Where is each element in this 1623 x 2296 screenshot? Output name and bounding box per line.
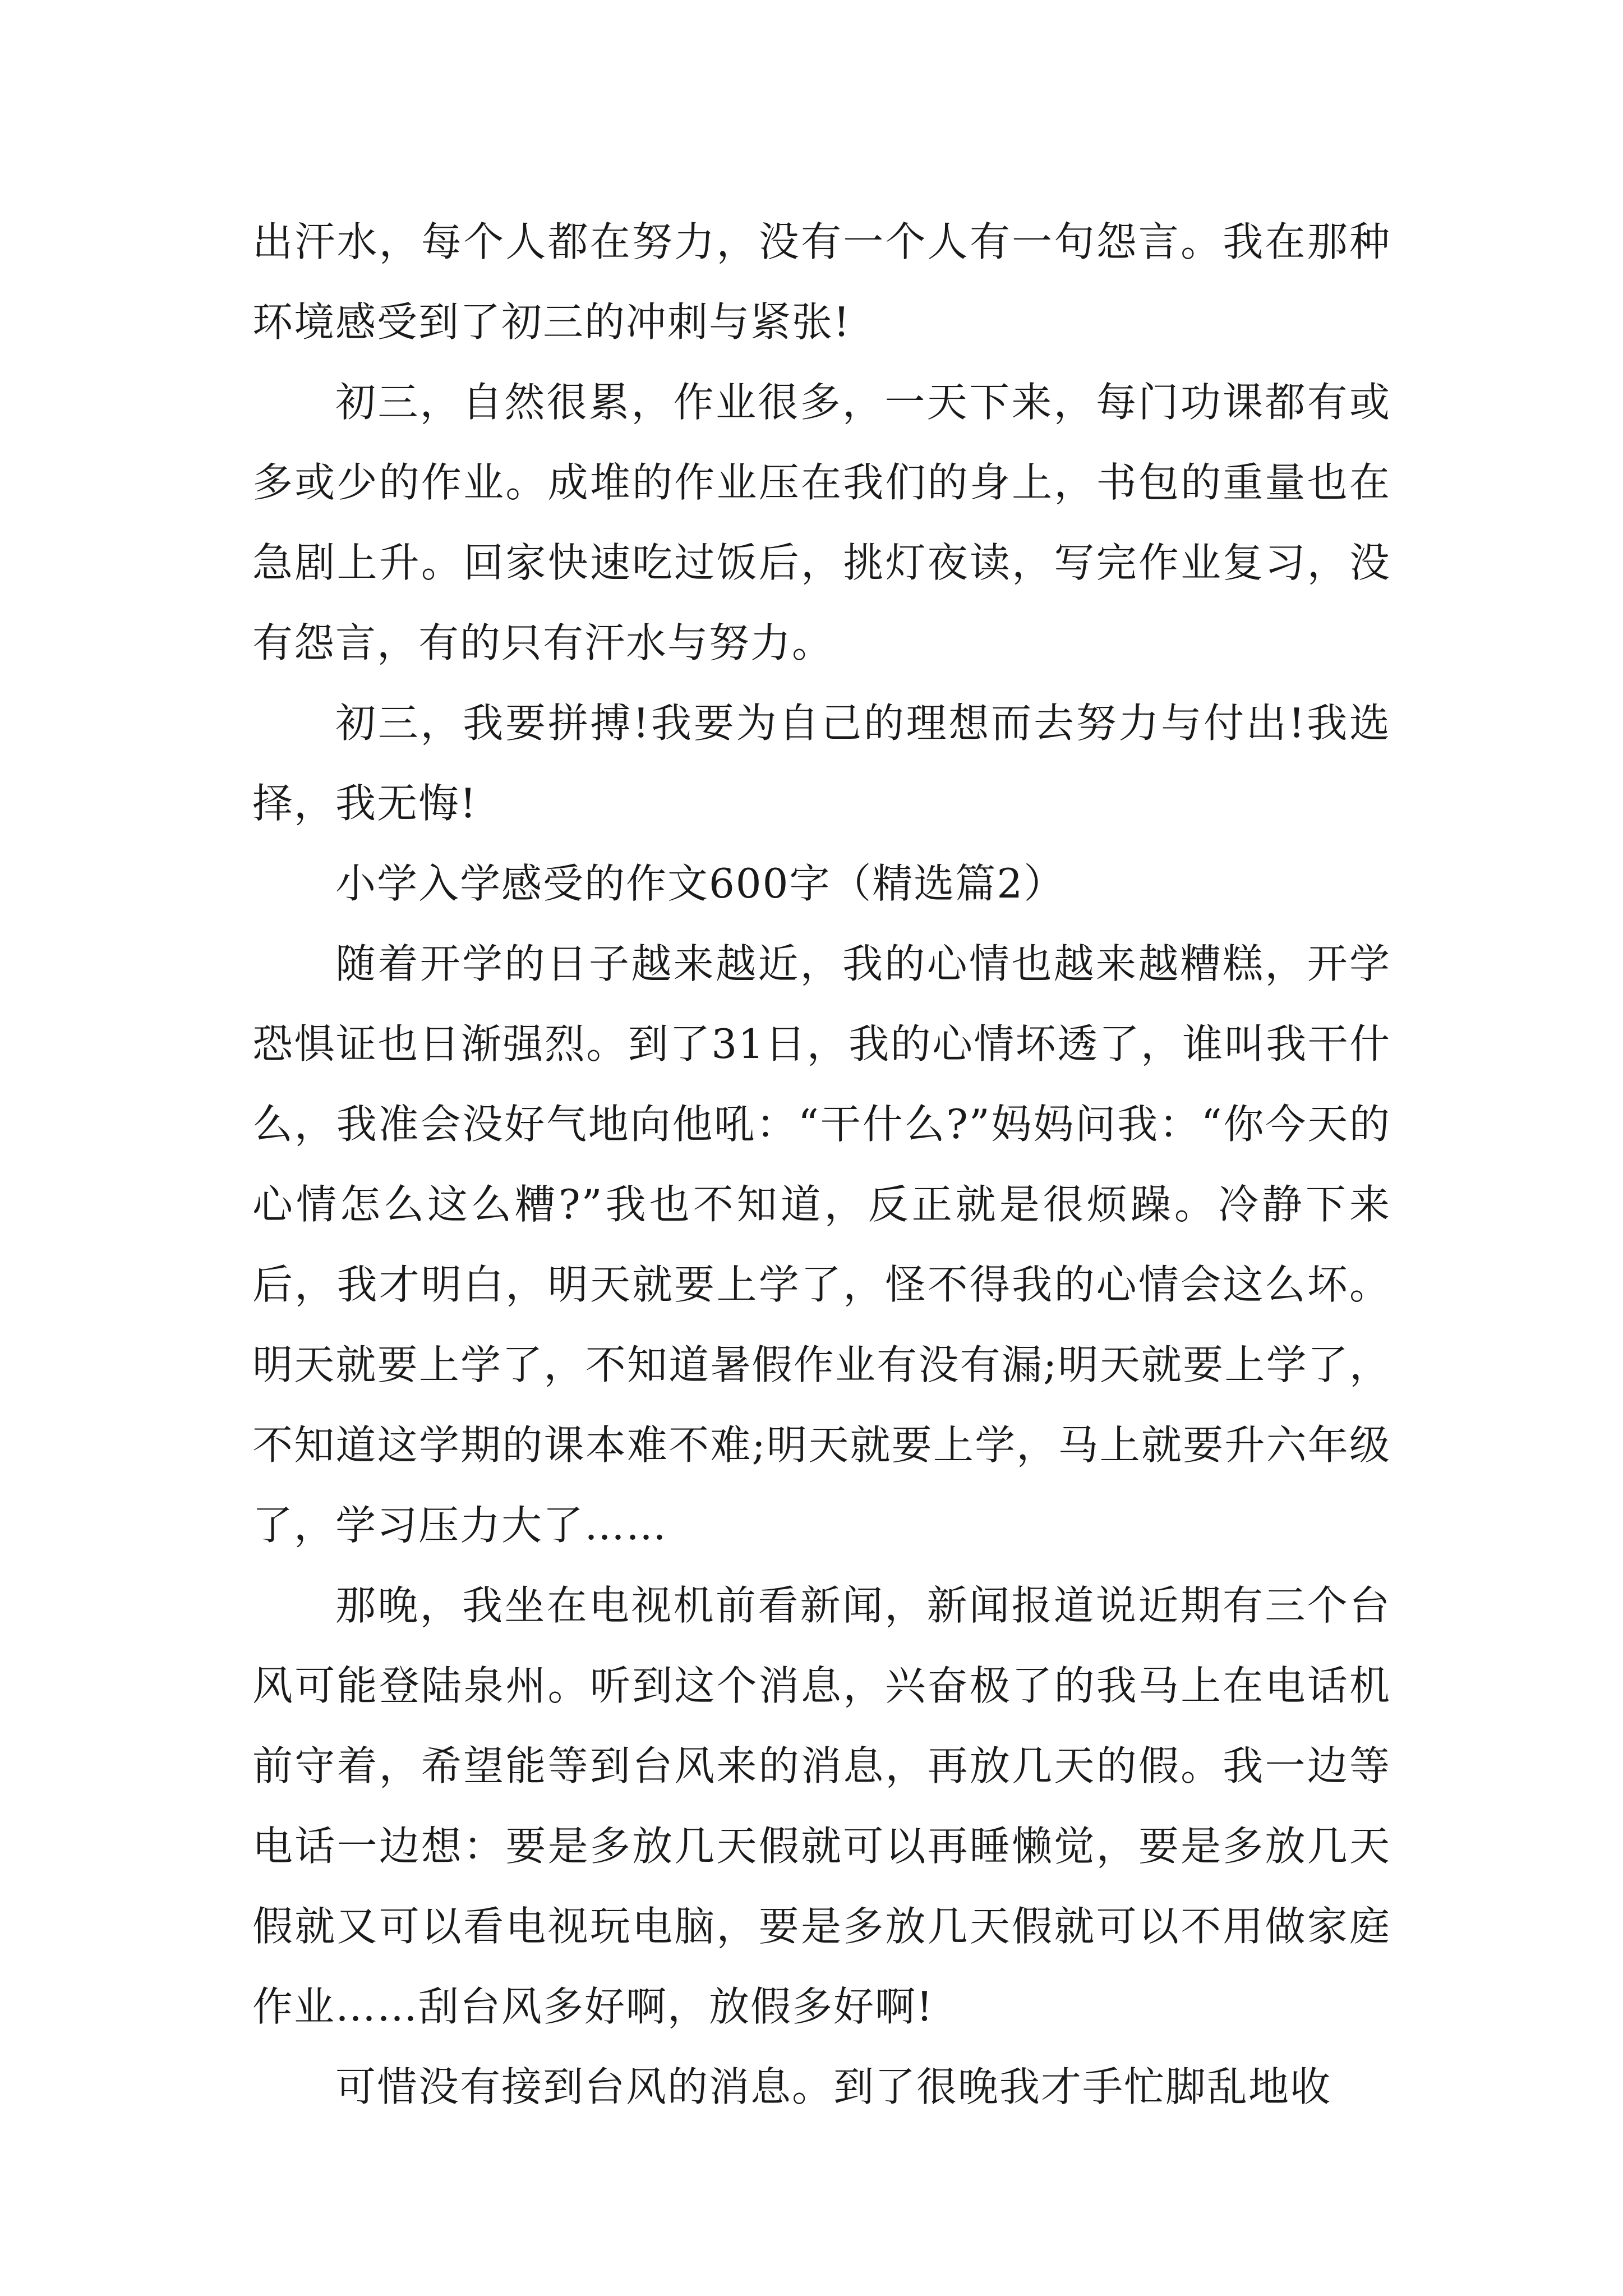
paragraph-3: 初三，我要拼搏!我要为自己的理想而去努力与付出!我选择，我无悔! (252, 700, 1391, 827)
section-heading: 小学入学感受的作文600字（精选篇2） (335, 860, 1066, 907)
paragraph-1: 出汗水，每个人都在努力，没有一个人有一句怨言。我在那种环境感受到了初三的冲刺与紧张! (252, 218, 1391, 346)
paragraph-5: 那晚，我坐在电视机前看新闻，新闻报道说近期有三个台风可能登陆泉州。听到这个消息，兴奋极了的我马上在电话机前守着，希望能等到台风来的消息，再放几天的假。我一边等电话一边想：要是多放几天假就可以再睡懒觉，要是多放几天假就又可以看电视玩电脑，要是多放几天假就可以不用做家庭作业……刮台风多好啊，放假多好啊! (252, 1582, 1391, 2030)
paragraph-6: 可惜没有接到台风的消息。到了很晚我才手忙脚乱地收 (335, 2063, 1332, 2110)
paragraph-2: 初三，自然很累，作业很多，一天下来，每门功课都有或多或少的作业。成堆的作业压在我们的身上，书包的重量也在急剧上升。回家快速吃过饭后，挑灯夜读，写完作业复习，没有怨言，有的只有汗水与努力。 (252, 379, 1391, 666)
paragraph-4: 随着开学的日子越来越近，我的心情也越来越糟糕，开学恐惧证也日渐强烈。到了31日，我的心情坏透了，谁叫我干什么，我准会没好气地向他吼：“干什么?”妈妈问我：“你今天的心情怎么这么糟?”我也不知道，反正就是很烦躁。冷静下来后，我才明白，明天就要上学了，怪不得我的心情会这么坏。明天就要上学了，不知道暑假作业有没有漏;明天就要上学了，不知道这学期的课本难不难;明天就要上学，马上就要升六年级了，学习压力大了…… (252, 940, 1391, 1549)
document-body (252, 202, 1391, 2127)
